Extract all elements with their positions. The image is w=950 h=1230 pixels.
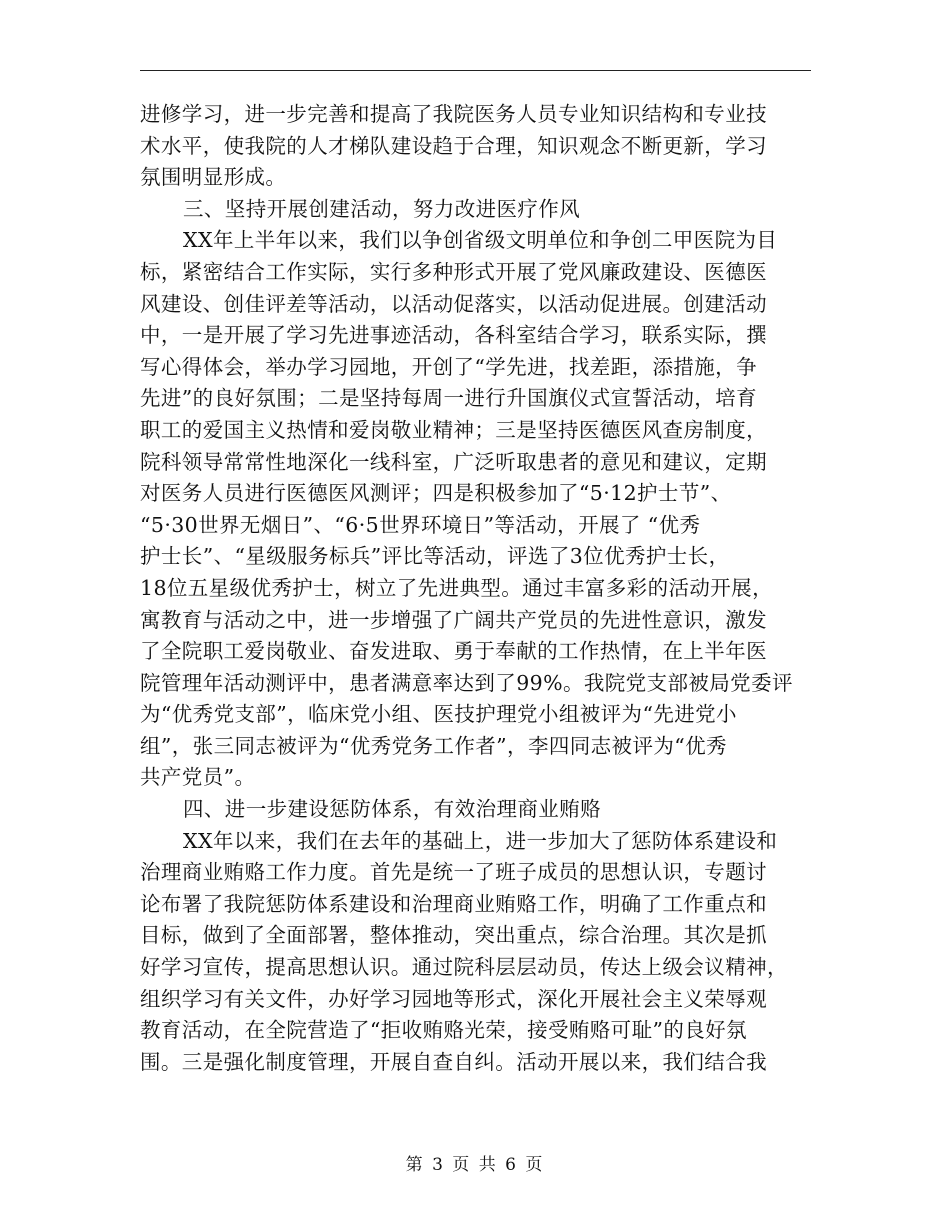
header-rule xyxy=(140,70,811,71)
text-line: 18位五星级优秀护士，树立了先进典型。通过丰富多彩的活动开展， xyxy=(140,575,773,600)
text-line: 组”，张三同志被评为“优秀党务工作者”，李四同志被评为“优秀 xyxy=(140,733,727,758)
text-line: 标，紧密结合工作实际，实行多种形式开展了党风廉政建设、医德医 xyxy=(140,259,767,284)
text-line: 院管理年活动测评中，患者满意率达到了99%。我院党支部被局党委评 xyxy=(140,670,793,695)
text-line: 治理商业贿赂工作力度。首先是统一了班子成员的思想认识，专题讨 xyxy=(140,860,767,885)
text-line: 组织学习有关文件，办好学习园地等形式，深化开展社会主义荣辱观 xyxy=(140,986,767,1011)
text-line: 好学习宣传，提高思想认识。通过院科层层动员，传达上级会议精神， xyxy=(140,955,788,980)
text-line: 论布署了我院惩防体系建设和治理商业贿赂工作，明确了工作重点和 xyxy=(140,891,767,916)
section-heading: 四、进一步建设惩防体系，有效治理商业贿赂 xyxy=(183,797,601,822)
text-line: 进修学习，进一步完善和提高了我院医务人员专业知识结构和专业技 xyxy=(140,102,767,126)
text-line: XX年以来，我们在去年的基础上，进一步加大了惩防体系建设和 xyxy=(183,828,778,853)
text-line: 先进”的良好氛围；二是坚持每周一进行升国旗仪式宣誓活动，培育 xyxy=(140,386,757,411)
text-line: 风建设、创佳评差等活动，以活动促落实，以活动促进展。创建活动 xyxy=(140,291,767,316)
text-line: 目标，做到了全面部署，整体推动，突出重点，综合治理。其次是抓 xyxy=(140,923,767,948)
text-line: “5·30世界无烟日”、“6·5世界环境日”等活动，开展了 “优秀 xyxy=(140,512,701,537)
text-line: 对医务人员进行医德医风测评；四是积极参加了“5·12护士节”、 xyxy=(140,481,732,506)
text-line: XX年上半年以来，我们以争创省级文明单位和争创二甲医院为目 xyxy=(183,228,778,253)
text-line: 共产党员”。 xyxy=(140,765,256,790)
text-line: 职工的爱国主义热情和爱岗敬业精神；三是坚持医德医风查房制度， xyxy=(140,417,767,442)
body-text xyxy=(140,99,820,1078)
text-line: 护士长”、“星级服务标兵”评比等活动，评选了3位优秀护士长， xyxy=(140,544,730,569)
text-line: 中，一是开展了学习先进事迹活动，各科室结合学习，联系实际，撰 xyxy=(140,323,767,348)
text-line: 为“优秀党支部”，临床党小组、医技护理党小组被评为“先进党小 xyxy=(140,702,737,727)
text-line: 教育活动，在全院营造了“拒收贿赂光荣，接受贿赂可耻”的良好氛 xyxy=(140,1018,747,1043)
text-line: 围。三是强化制度管理，开展自查自纠。活动开展以来，我们结合我 xyxy=(140,1049,767,1074)
text-line: 院科领导常常性地深化一线科室，广泛听取患者的意见和建议，定期 xyxy=(140,449,767,474)
text-line: 了全院职工爱岗敬业、奋发进取、勇于奉献的工作热情，在上半年医 xyxy=(140,639,767,664)
text-line: 寓教育与活动之中，进一步增强了广阔共产党员的先进性意识，激发 xyxy=(140,607,767,632)
text-line: 术水平，使我院的人才梯队建设趋于合理，知识观念不断更新，学习 xyxy=(140,133,767,158)
section-heading: 三、坚持开展创建活动，努力改进医疗作风 xyxy=(183,196,581,221)
page-number-footer: 第 3 页 共 6 页 xyxy=(405,1155,545,1175)
text-line: 写心得体会，举办学习园地，开创了“学先进，找差距，添措施，争 xyxy=(140,354,757,379)
text-line: 氛围明显形成。 xyxy=(140,165,287,190)
